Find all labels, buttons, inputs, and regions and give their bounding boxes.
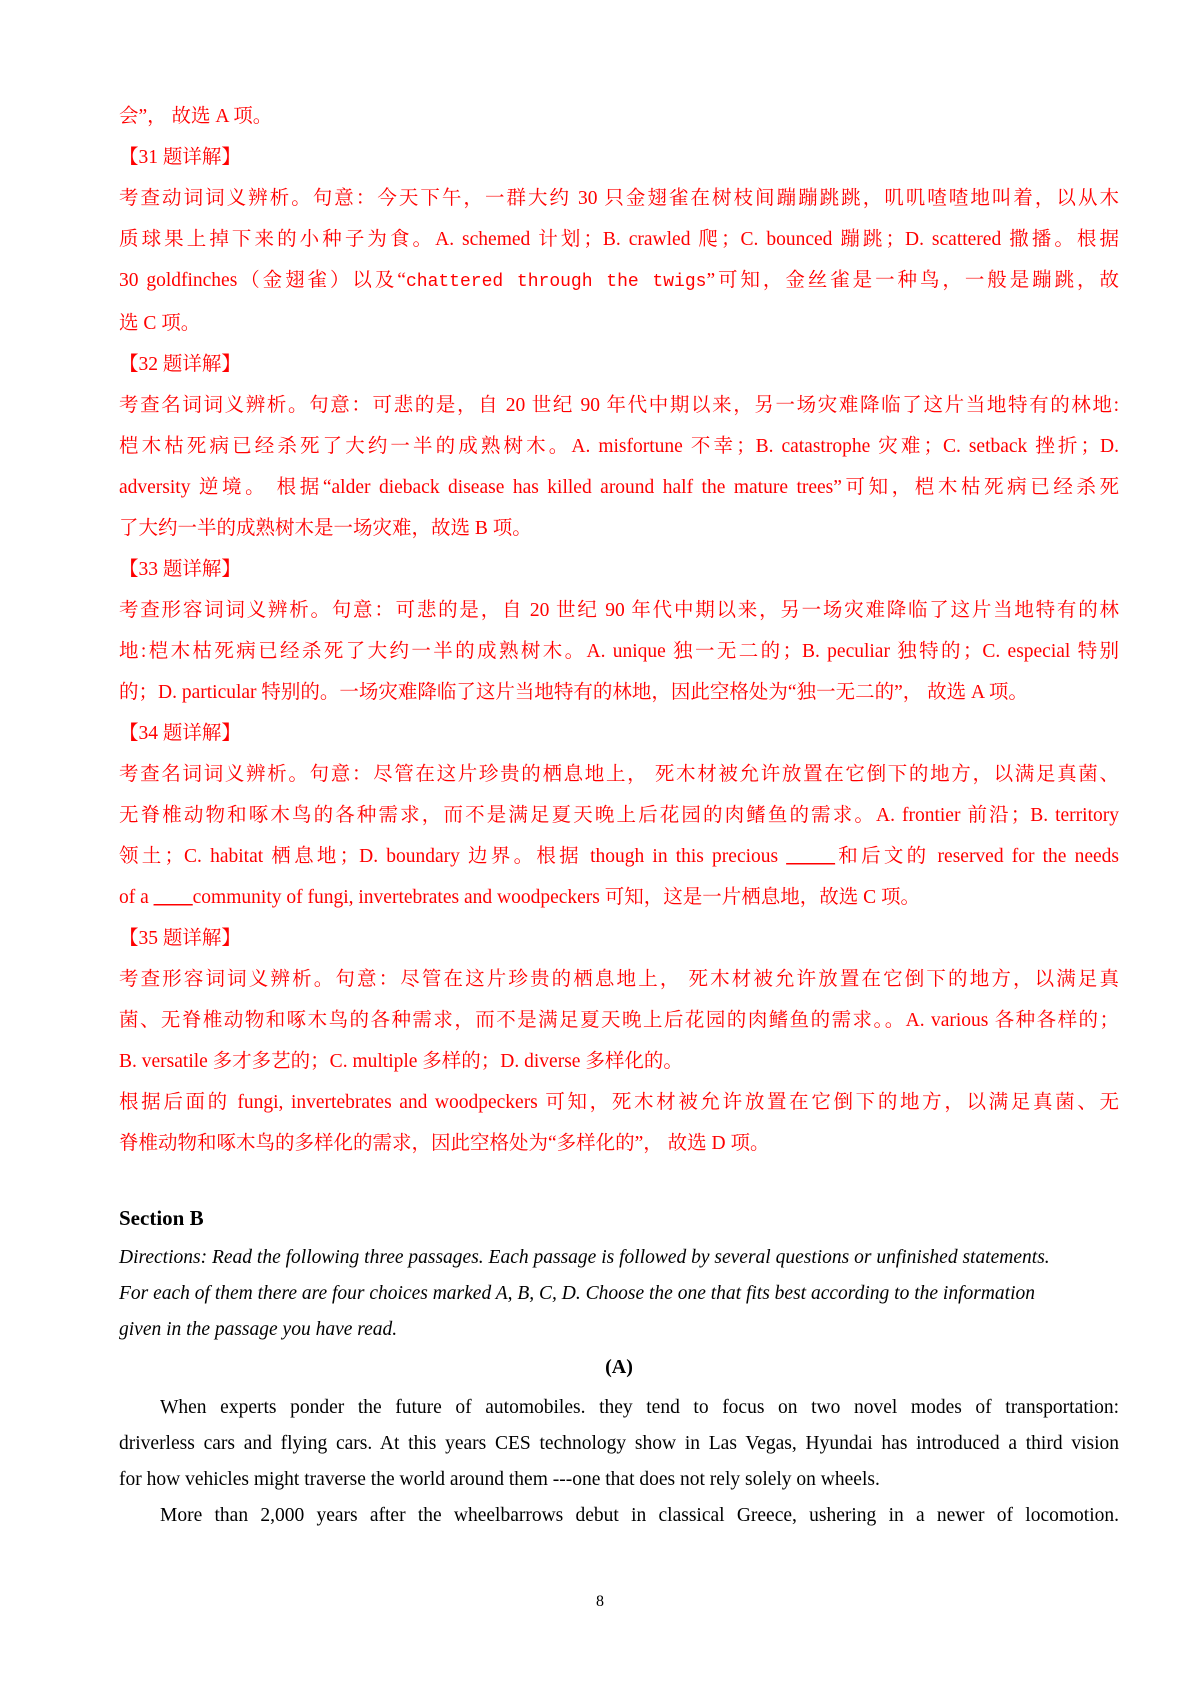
q34-line-4-a: of a xyxy=(119,887,154,908)
q35-line-2: 菌、无脊椎动物和啄木鸟的各种需求，而不是满足夏天晚上后花园的肉鳍鱼的需求。。A. various 各种各样的； xyxy=(119,1010,1119,1031)
q34-heading: 【34 题详解】 xyxy=(119,723,241,744)
passage-line-4: More than 2,000 years after the wheelbarrows debut in classical Greece, ushering in a newer of locomotion. xyxy=(160,1505,1119,1526)
q34-line-2: 无脊椎动物和啄木鸟的各种需求，而不是满足夏天晚上后花园的肉鳍鱼的需求。A. frontier 前沿；B. territory xyxy=(119,805,1119,826)
q33-line-2: 地:桤木枯死病已经杀死了大约一半的成熟树木。A. unique 独一无二的；B. peculiar 独特的；C. especial 特别 xyxy=(119,641,1119,662)
answer-explanations xyxy=(119,96,1119,1164)
q31-line-3-a: 30 goldfinches（金翅雀）以及“ xyxy=(119,270,406,291)
passage-line-1: When experts ponder the future of automobiles. they tend to focus on two novel modes of transportation: xyxy=(160,1397,1119,1418)
q31-line-3 xyxy=(119,260,1119,303)
q32-line-4: 了大约一半的成熟树木是一场灾难，故选 B 项。 xyxy=(119,518,532,539)
q35-line-1: 考查形容词词义辨析。句意：尽管在这片珍贵的栖息地上， 死木材被允许放置在它倒下的地方，以满足真 xyxy=(119,969,1119,990)
q35-line-4: 根据后面的 fungi, invertebrates and woodpeckers 可知，死木材被允许放置在它倒下的地方，以满足真菌、无 xyxy=(119,1092,1119,1113)
q31-heading: 【31 题详解】 xyxy=(119,147,241,168)
q34-line-3-a: 领土；C. habitat 栖息地；D. boundary 边界。根据 though in this precious xyxy=(119,846,787,867)
q32-heading: 【32 题详解】 xyxy=(119,354,241,375)
q33-line-3: 的；D. particular 特别的。一场灾难降临了这片当地特有的林地，因此空格处为“独一无二的”， 故选 A 项。 xyxy=(119,682,1028,703)
q31-line-4: 选 C 项。 xyxy=(119,313,201,334)
q34-blank-2: ____ xyxy=(153,887,193,908)
intro-line: 会”， 故选 A 项。 xyxy=(119,106,273,127)
passage-line-3: for how vehicles might traverse the world around them ---one that does not rely solely on wheels. xyxy=(119,1469,880,1490)
passage-line-2: driverless cars and flying cars. At this years CES technology show in Las Vegas, Hyundai has introduced a third vision xyxy=(119,1433,1119,1454)
q35-line-5: 脊椎动物和啄木鸟的多样化的需求，因此空格处为“多样化的”， 故选 D 项。 xyxy=(119,1133,770,1154)
directions-line-2: For each of them there are four choices marked A, B, C, D. Choose the one that fits best according to the information xyxy=(119,1283,1036,1304)
directions-line-3: given in the passage you have read. xyxy=(119,1319,398,1340)
q31-line-1: 考查动词词义辨析。句意：今天下午，一群大约 30 只金翅雀在树枝间蹦蹦跳跳，叽叽喳喳地叫着，以从木 xyxy=(119,188,1119,209)
q32-line-2: 桤木枯死病已经杀死了大约一半的成熟树木。A. misfortune 不幸；B. catastrophe 灾难；C. setback 挫折；D. xyxy=(119,436,1119,457)
q35-heading: 【35 题详解】 xyxy=(119,928,241,949)
q31-quote: chattered through the twigs xyxy=(405,272,707,292)
directions-line-1: Directions: Read the following three passages. Each passage is followed by several questions or unfinished statements. xyxy=(119,1247,1050,1268)
q34-line-3-b: 和后文的 reserved for the needs xyxy=(835,846,1120,867)
q33-heading: 【33 题详解】 xyxy=(119,559,241,580)
section-title: Section B xyxy=(119,1206,204,1230)
q33-line-1: 考查形容词词义辨析。句意：可悲的是，自 20 世纪 90 年代中期以来，另一场灾难降临了这片当地特有的林 xyxy=(119,600,1119,621)
q31-line-3-b: ”可知，金丝雀是一种鸟，一般是蹦跳，故 xyxy=(706,270,1119,291)
page-number: 8 xyxy=(596,1593,604,1610)
q32-line-3: adversity 逆境。 根据“alder dieback disease has killed around half the mature trees”可知，桤木枯死病已经杀死 xyxy=(119,477,1119,498)
q32-line-1: 考查名词词义辨析。句意：可悲的是，自 20 世纪 90 年代中期以来，另一场灾难降临了这片当地特有的林地: xyxy=(119,395,1119,416)
q34-line-3 xyxy=(119,836,1119,877)
q34-line-4 xyxy=(119,877,1119,918)
q34-line-1: 考查名词词义辨析。句意：尽管在这片珍贵的栖息地上， 死木材被允许放置在它倒下的地方，以满足真菌、 xyxy=(119,764,1119,785)
q34-blank-1: _____ xyxy=(786,846,836,867)
q35-line-3: B. versatile 多才多艺的；C. multiple 多样的；D. diverse 多样化的。 xyxy=(119,1051,683,1072)
q31-line-2: 质球果上掉下来的小种子为食。A. schemed 计划；B. crawled 爬；C. bounced 蹦跳；D. scattered 撒播。根据 xyxy=(119,229,1119,250)
passage-body xyxy=(119,1390,1119,1534)
section-directions xyxy=(119,1240,1119,1348)
q34-line-4-b: community of fungi, invertebrates and woodpeckers 可知，这是一片栖息地，故选 C 项。 xyxy=(192,887,921,908)
passage-label: (A) xyxy=(605,1356,633,1378)
